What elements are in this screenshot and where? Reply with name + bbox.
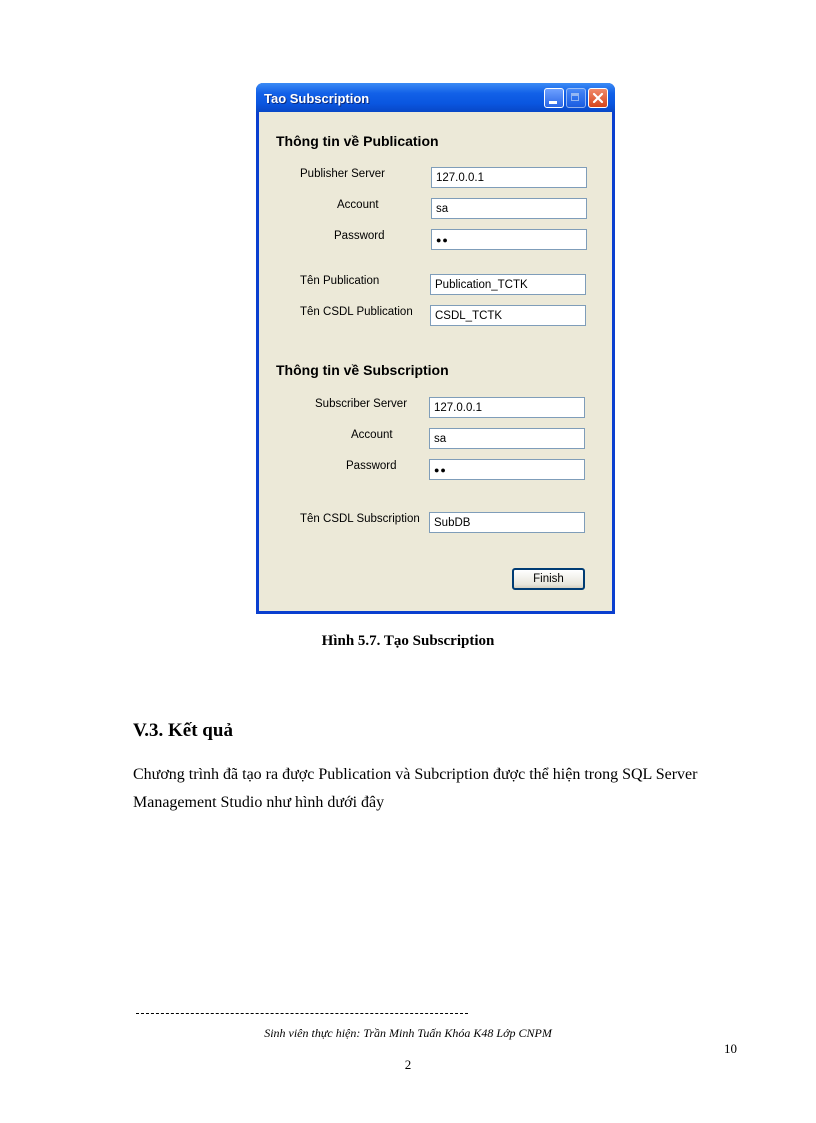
title-bar[interactable] — [256, 83, 615, 112]
figure-caption: Hình 5.7. Tạo Subscription — [321, 633, 495, 649]
maximize-icon — [566, 88, 586, 108]
dialog-content — [259, 112, 612, 611]
minimize-icon[interactable] — [544, 88, 564, 108]
subscription-account-label: Account — [351, 429, 393, 441]
publisher-server-input[interactable] — [431, 167, 587, 188]
subscription-db-input[interactable] — [429, 512, 585, 533]
finish-button[interactable]: Finish — [512, 568, 585, 590]
subscriber-server-label: Subscriber Server — [315, 398, 408, 410]
window-title: Tao Subscription — [264, 91, 370, 106]
publication-password-input[interactable] — [431, 229, 587, 250]
subscription-password-label: Password — [346, 460, 397, 472]
page-footer: Sinh viên thực hiện: Trần Minh Tuấn Khóa K48 Lớp CNPM — [264, 1026, 552, 1040]
tao-subscription-dialog — [256, 83, 615, 614]
subscription-heading: Thông tin về Subscription — [276, 362, 449, 378]
subscriber-server-input[interactable] — [429, 397, 585, 418]
subscription-db-label: Tên CSDL Subscription — [300, 513, 420, 525]
subscription-account-input[interactable] — [429, 428, 585, 449]
body-paragraph: Chương trình đã tạo ra được Publication và Subcription được thể hiện trong SQL Server Management Studio như hình dưới đây — [133, 766, 698, 811]
close-icon[interactable] — [588, 88, 608, 108]
section-heading: V.3. Kết quả — [133, 720, 233, 741]
publication-db-input[interactable] — [430, 305, 586, 326]
publication-name-label: Tên Publication — [300, 275, 380, 287]
publication-account-label: Account — [337, 199, 379, 211]
publisher-server-label: Publisher Server — [300, 168, 386, 180]
publication-account-input[interactable] — [431, 198, 587, 219]
publication-name-input[interactable] — [430, 274, 586, 295]
publication-password-label: Password — [334, 230, 385, 242]
subscription-password-input[interactable] — [429, 459, 585, 480]
publication-heading: Thông tin về Publication — [276, 133, 439, 149]
footer-divider — [136, 1013, 468, 1014]
publication-db-label: Tên CSDL Publication — [300, 306, 413, 318]
page-number-right: 10 — [724, 1041, 737, 1056]
page-number-center: 2 — [404, 1057, 412, 1072]
